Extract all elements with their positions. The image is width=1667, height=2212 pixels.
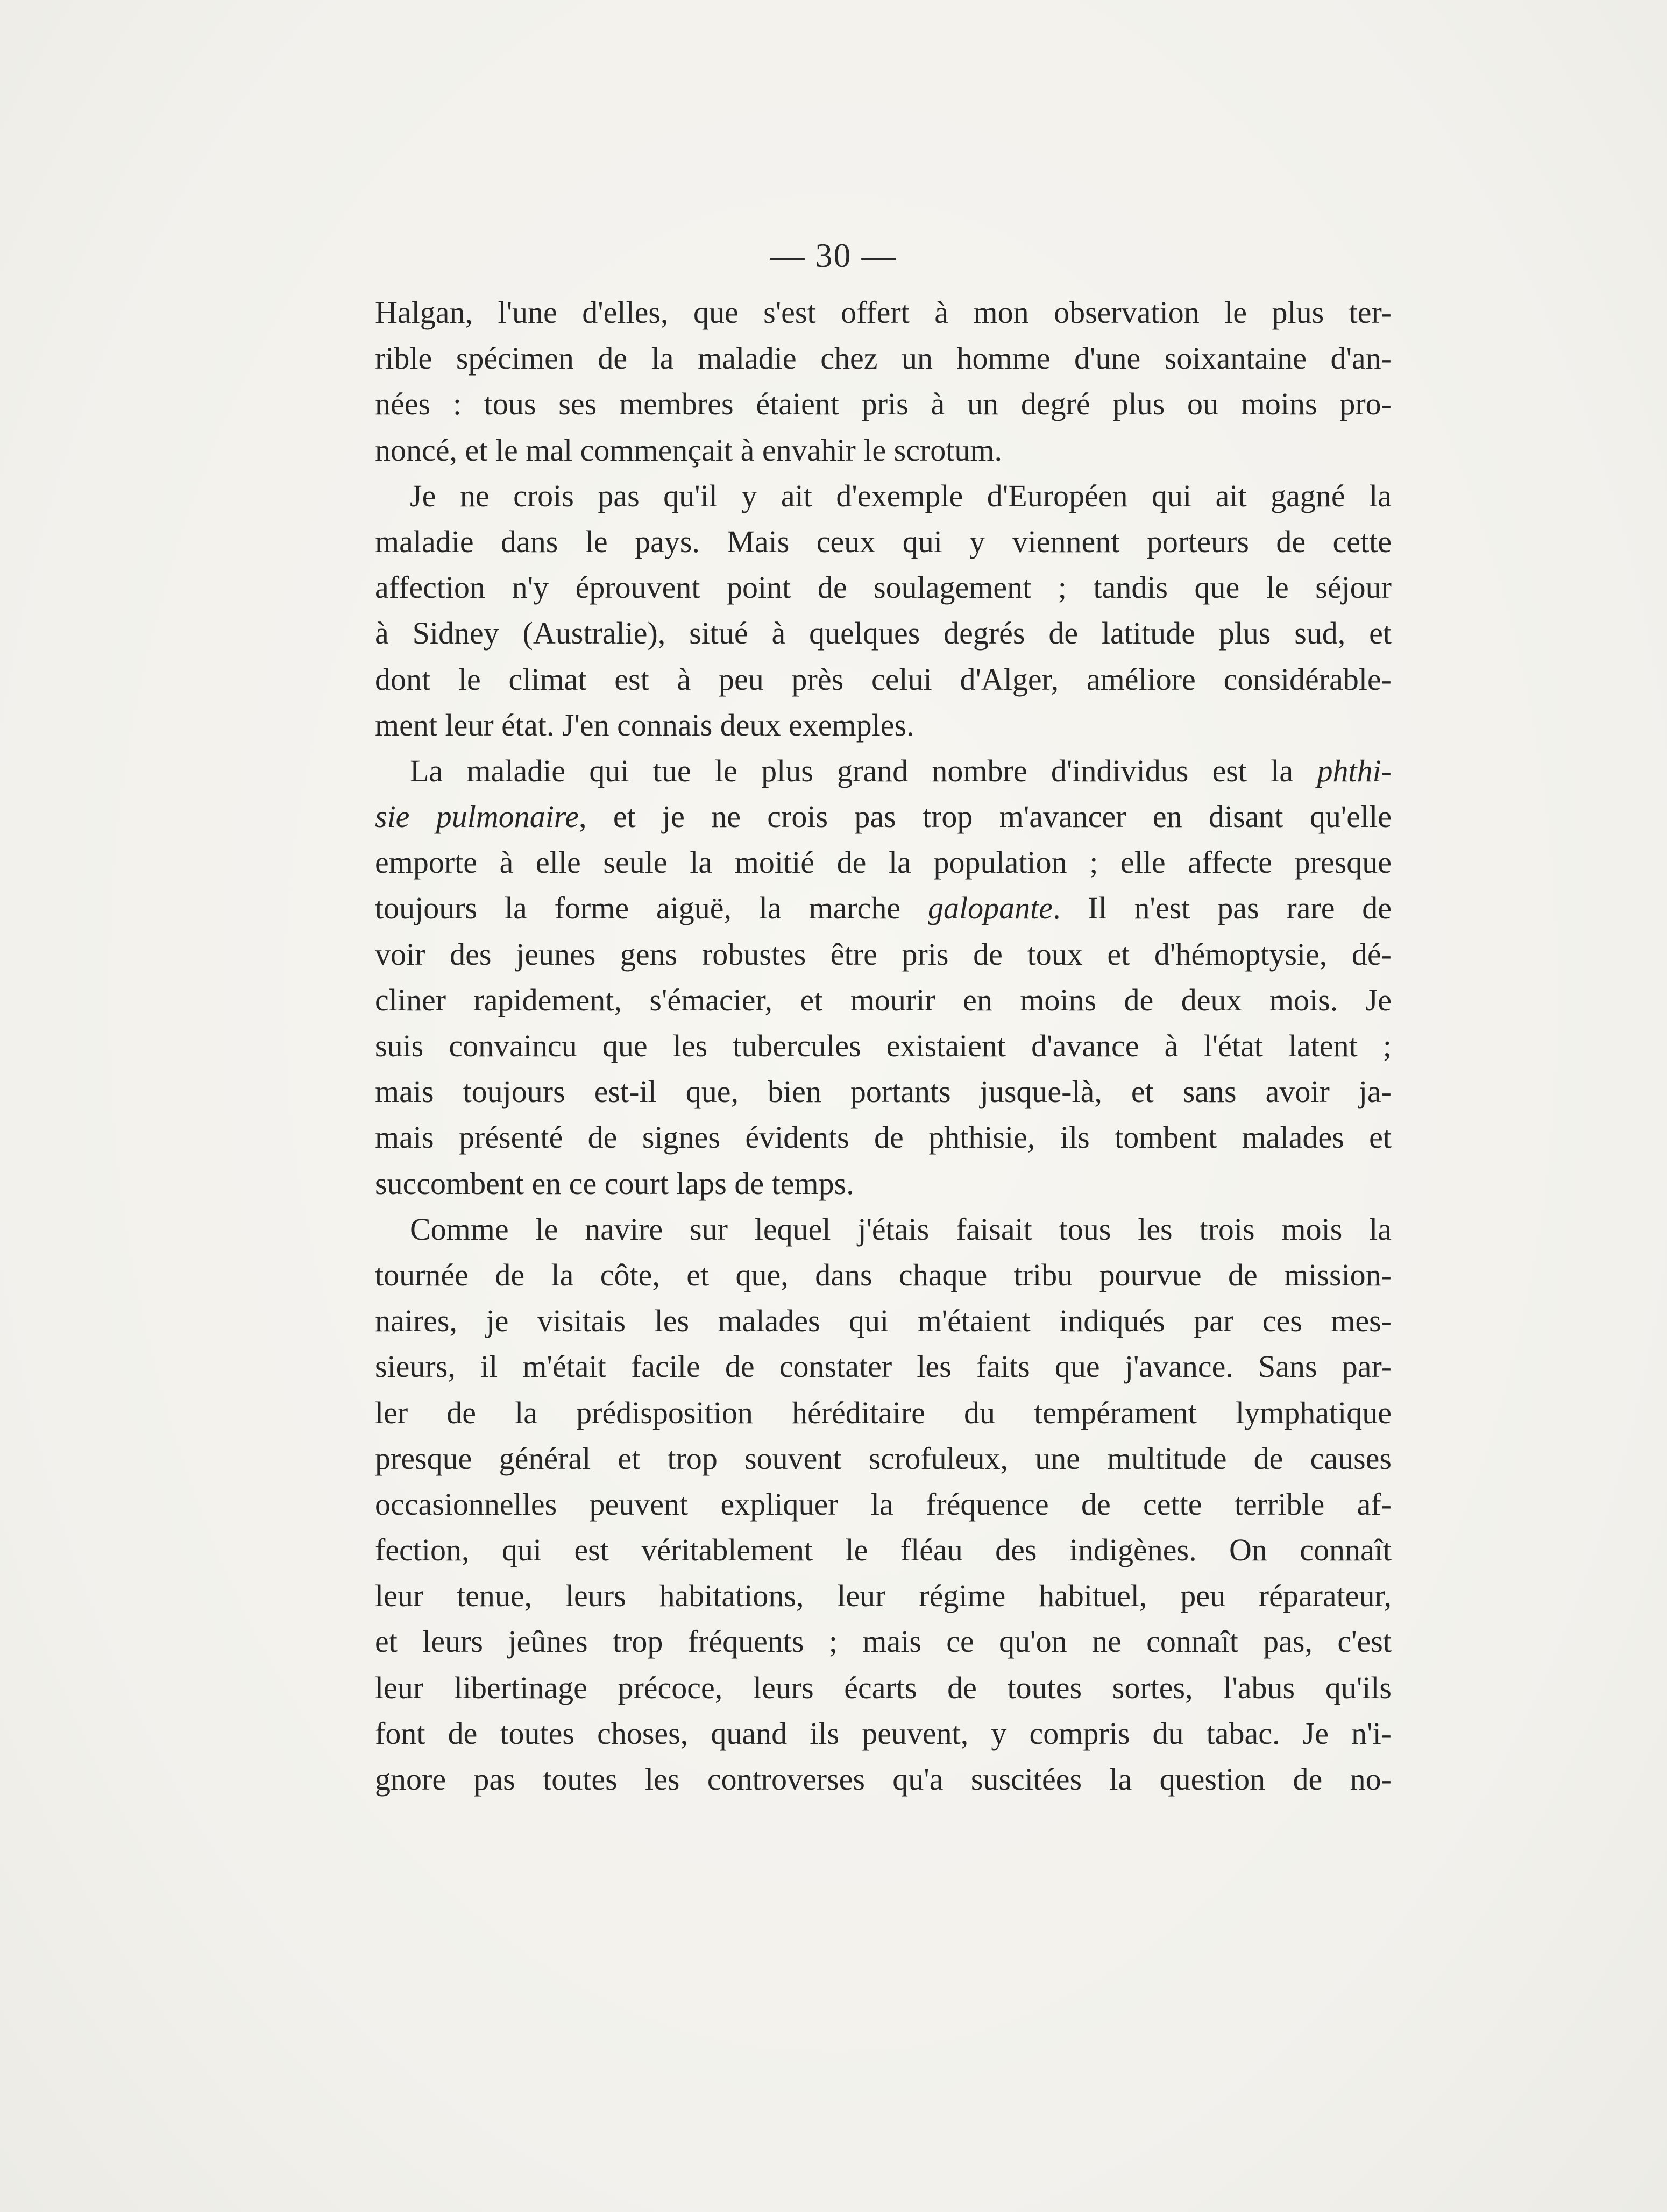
text-line: et leurs jeûnes trop fréquents ; mais ce qu'on ne connaît pas, c'est xyxy=(375,1624,1392,1659)
text-line: maladie dans le pays. Mais ceux qui y viennent porteurs de cette xyxy=(375,524,1392,559)
text-line: Halgan, l'une d'elles, que s'est offert à mon observation le plus ter- xyxy=(375,295,1392,330)
text-line: ment leur état. J'en connais deux exemples. xyxy=(375,707,914,743)
italic-term: sie pulmonaire xyxy=(375,799,579,835)
italic-term: galopante xyxy=(927,891,1053,926)
text-line: nées : tous ses membres étaient pris à un degré plus ou moins pro- xyxy=(375,386,1392,422)
text-line: sieurs, il m'était facile de constater les faits que j'avance. Sans par- xyxy=(375,1349,1392,1384)
paragraph-1 xyxy=(375,289,1392,473)
text-line: rible spécimen de la maladie chez un homme d'une soixantaine d'an- xyxy=(375,341,1392,376)
text-line: voir des jeunes gens robustes être pris de toux et d'hémoptysie, dé- xyxy=(375,936,1392,972)
text-line: Comme le navire sur lequel j'étais faisait tous les trois mois la xyxy=(410,1211,1392,1247)
text-line xyxy=(375,794,1392,839)
text-line: succombent en ce court laps de temps. xyxy=(375,1165,854,1201)
text-line: fection, qui est véritablement le fléau des indigènes. On connaît xyxy=(375,1532,1392,1568)
text-line: dont le climat est à peu près celui d'Alger, améliore considérable- xyxy=(375,661,1392,697)
text-line: leur tenue, leurs habitations, leur régime habituel, peu réparateur, xyxy=(375,1578,1392,1614)
text-line: font de toutes choses, quand ils peuvent, y compris du tabac. Je n'i- xyxy=(375,1715,1392,1751)
text-segment: , et je ne crois pas trop m'avancer en disant qu'elle xyxy=(579,799,1392,835)
paragraph-4 xyxy=(375,1206,1392,1802)
text-line: cliner rapidement, s'émacier, et mourir en moins de deux mois. Je xyxy=(375,982,1392,1017)
page-number: — 30 — xyxy=(770,236,897,274)
text-line: suis convaincu que les tubercules existaient d'avance à l'état latent ; xyxy=(375,1028,1392,1063)
text-line: Je ne crois pas qu'il y ait d'exemple d'Européen qui ait gagné la xyxy=(410,478,1392,513)
text-line: emporte à elle seule la moitié de la population ; elle affecte presque xyxy=(375,845,1392,880)
paragraph-2 xyxy=(375,473,1392,748)
text-line: ler de la prédisposition héréditaire du tempérament lymphatique xyxy=(375,1395,1392,1430)
text-line xyxy=(375,748,1392,794)
text-line: occasionnelles peuvent expliquer la fréquence de cette terrible af- xyxy=(375,1486,1392,1522)
text-line: mais présenté de signes évidents de phthisie, ils tombent malades et xyxy=(375,1120,1392,1155)
text-line: gnore pas toutes les controverses qu'a suscitées la question de no- xyxy=(375,1762,1392,1797)
text-segment: La maladie qui tue le plus grand nombre d'individus est la xyxy=(410,753,1317,788)
text-line: tournée de la côte, et que, dans chaque tribu pourvue de mission- xyxy=(375,1257,1392,1292)
text-line: leur libertinage précoce, leurs écarts de toutes sortes, l'abus qu'ils xyxy=(375,1670,1392,1705)
paragraph-3 xyxy=(375,748,1392,1206)
text-line: affection n'y éprouvent point de soulagement ; tandis que le séjour xyxy=(375,570,1392,605)
text-line xyxy=(375,885,1392,931)
text-segment: . Il n'est pas rare de xyxy=(1052,891,1392,926)
body-text xyxy=(375,289,1392,1802)
italic-term: phthi- xyxy=(1317,753,1392,788)
text-line: presque général et trop souvent scrofuleux, une multitude de causes xyxy=(375,1440,1392,1476)
text-line: naires, je visitais les malades qui m'étaient indiqués par ces mes- xyxy=(375,1303,1392,1339)
text-line: noncé, et le mal commençait à envahir le scrotum. xyxy=(375,432,1002,468)
text-line: mais toujours est-il que, bien portants jusque-là, et sans avoir ja- xyxy=(375,1074,1392,1109)
text-line: à Sidney (Australie), situé à quelques degrés de latitude plus sud, et xyxy=(375,616,1392,651)
text-segment: toujours la forme aiguë, la marche xyxy=(375,891,928,926)
